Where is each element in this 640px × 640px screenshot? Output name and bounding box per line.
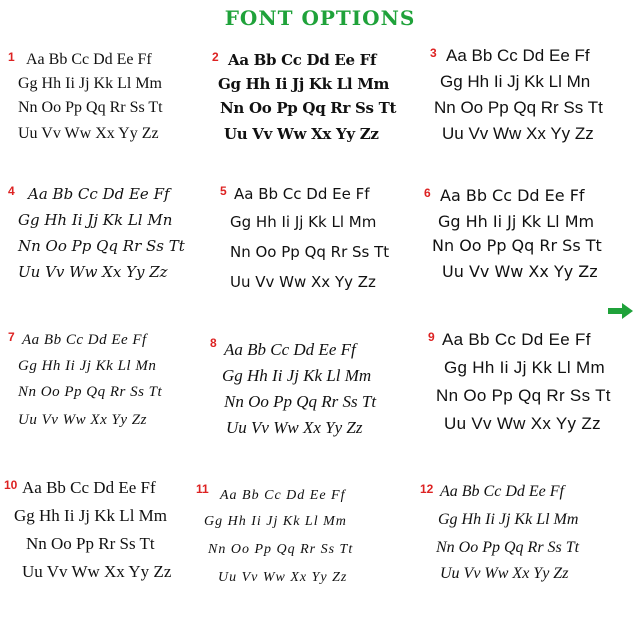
font-option-1[interactable]	[8, 50, 213, 190]
sample-line: Aa Bb Cc Dd Ee Ff	[446, 46, 590, 65]
sample-line: Nn Oo Pp Qq Rr Ss Tt	[436, 539, 580, 556]
font-option-11[interactable]	[196, 482, 401, 622]
sample-line: Nn Oo Pp Qq Rr Ss Tt	[18, 384, 163, 400]
sample-line: Uu Vv Ww Xx Yy Zz	[440, 565, 569, 582]
sample-line: Uu Vv Ww Xx Yy Zz	[22, 562, 172, 581]
sample-line: Nn Oo Pp Qq Rr Ss Tt	[18, 99, 163, 116]
sample-line: Nn Oo Pp Qq Rr Ss Tt	[432, 236, 602, 255]
font-number: 9	[428, 330, 435, 344]
sample-line: Aa Bb Cc Dd Ee Ff	[440, 483, 564, 500]
sample-line: Gg Hh Ii Jj Kk Ll Mm	[438, 212, 595, 231]
sample-line: Nn Oo Pp Qq Rr Ss Tt	[224, 392, 377, 411]
sample-line: Uu Vv Ww Xx Yy Zz	[18, 125, 159, 142]
sample-line: Aa Bb Cc Dd Ee Ff	[22, 332, 147, 348]
sample-line: Gg Hh Ii Jj Kk Ll Mm	[204, 514, 347, 529]
font-number: 3	[430, 46, 437, 60]
font-number: 10	[4, 478, 18, 492]
sample-line: Uu Vv Ww Xx Yy Zz	[218, 570, 348, 585]
font-number: 5	[220, 184, 227, 198]
sample-line: Nn Oo Pp Qq Rr Ss Tt	[208, 542, 354, 557]
font-option-4[interactable]	[8, 184, 213, 324]
font-number: 4	[8, 184, 15, 198]
page-title: FONT OPTIONS	[224, 6, 416, 30]
font-option-10[interactable]	[4, 478, 209, 618]
sample-line: Uu Vv Ww Xx Yy Zz	[442, 124, 594, 143]
sample-line: Nn Oo Pp Qq Rr Ss Tt	[220, 99, 397, 117]
font-option-3[interactable]	[430, 46, 635, 186]
sample-line: Aa Bb Cc Dd Ee Ff	[220, 488, 346, 503]
sample-line: Gg Hh Ii Jj Kk Ll Mm	[218, 75, 390, 93]
sample-line: Gg Hh Ii Jj Kk Ll Mm	[18, 75, 162, 92]
sample-line: Uu Vv Ww Xx Yy Zz	[18, 412, 147, 428]
font-option-6[interactable]	[424, 186, 629, 326]
right-arrow-icon[interactable]	[606, 302, 634, 320]
sample-line: Gg Hh Ii Jj Kk Ll Mm	[222, 366, 372, 385]
sample-line: Uu Vv Ww Xx Yy Zz	[226, 418, 363, 437]
sample-line: Aa Bb Cc Dd Ee Ff	[228, 51, 377, 69]
sample-line: Gg Hh Ii Jj Kk Ll Mm	[230, 213, 377, 231]
sample-line: Aa Bb Cc Dd Ee Ff	[224, 340, 356, 359]
sample-line: Uu Vv Ww Xx Yy Zz	[224, 125, 379, 143]
font-number: 7	[8, 330, 15, 344]
font-option-12[interactable]	[420, 482, 625, 622]
font-number: 12	[420, 482, 434, 496]
sample-line: Gg Hh Ii Jj Kk Ll Mm	[438, 511, 579, 528]
sample-line: Aa Bb Cc Dd Ee Ff	[26, 51, 152, 68]
sample-line: Uu Vv Ww Xx Yy Zz	[442, 262, 598, 281]
sample-line: Uu Vv Ww Xx Yy Zz	[444, 414, 601, 433]
sample-line: Gg Hh Ii Jj Kk Ll Mm	[14, 506, 167, 525]
font-number: 8	[210, 336, 217, 350]
font-option-7[interactable]	[8, 330, 213, 470]
font-option-2[interactable]	[212, 50, 417, 190]
font-option-9[interactable]	[428, 330, 633, 470]
sample-line: Aa Bb Cc Dd Ee Ff	[22, 478, 156, 497]
font-number: 1	[8, 50, 15, 64]
font-number: 6	[424, 186, 431, 200]
sample-line: Uu Vv Ww Xx Yy Zz	[230, 273, 376, 291]
sample-line: Gg Hh Ii Jj Kk Ll Mn	[18, 358, 157, 374]
font-number: 2	[212, 50, 219, 64]
sample-line: Gg Hh Ii Jj Kk Ll Mn	[440, 72, 591, 91]
sample-line: Nn Oo Pp Qq Rr Ss Tt	[436, 386, 611, 405]
sample-line: Gg Hh Ii Jj Kk Ll Mn	[18, 211, 173, 229]
sample-line: Nn Oo Pp Qq Rr Ss Tt	[434, 98, 603, 117]
font-option-8[interactable]	[210, 336, 415, 476]
sample-line: Aa Bb Cc Dd Ee Ff	[440, 186, 585, 205]
font-number: 11	[196, 482, 209, 496]
sample-line: Nn Oo Pp Rr Ss Tt	[26, 534, 155, 553]
sample-line: Aa Bb Cc Dd Ee Ff	[234, 185, 370, 203]
sample-line: Nn Oo Pp Qq Rr Ss Tt	[18, 237, 185, 255]
sample-line: Gg Hh Ii Jj Kk Ll Mm	[444, 358, 605, 377]
sample-line: Uu Vv Ww Xx Yy Zz	[18, 263, 168, 281]
font-option-5[interactable]	[220, 184, 425, 324]
sample-line: Aa Bb Cc Dd Ee Ff	[442, 330, 591, 349]
sample-line: Aa Bb Cc Dd Ee Ff	[28, 185, 170, 203]
sample-line: Nn Oo Pp Qq Rr Ss Tt	[230, 243, 390, 261]
